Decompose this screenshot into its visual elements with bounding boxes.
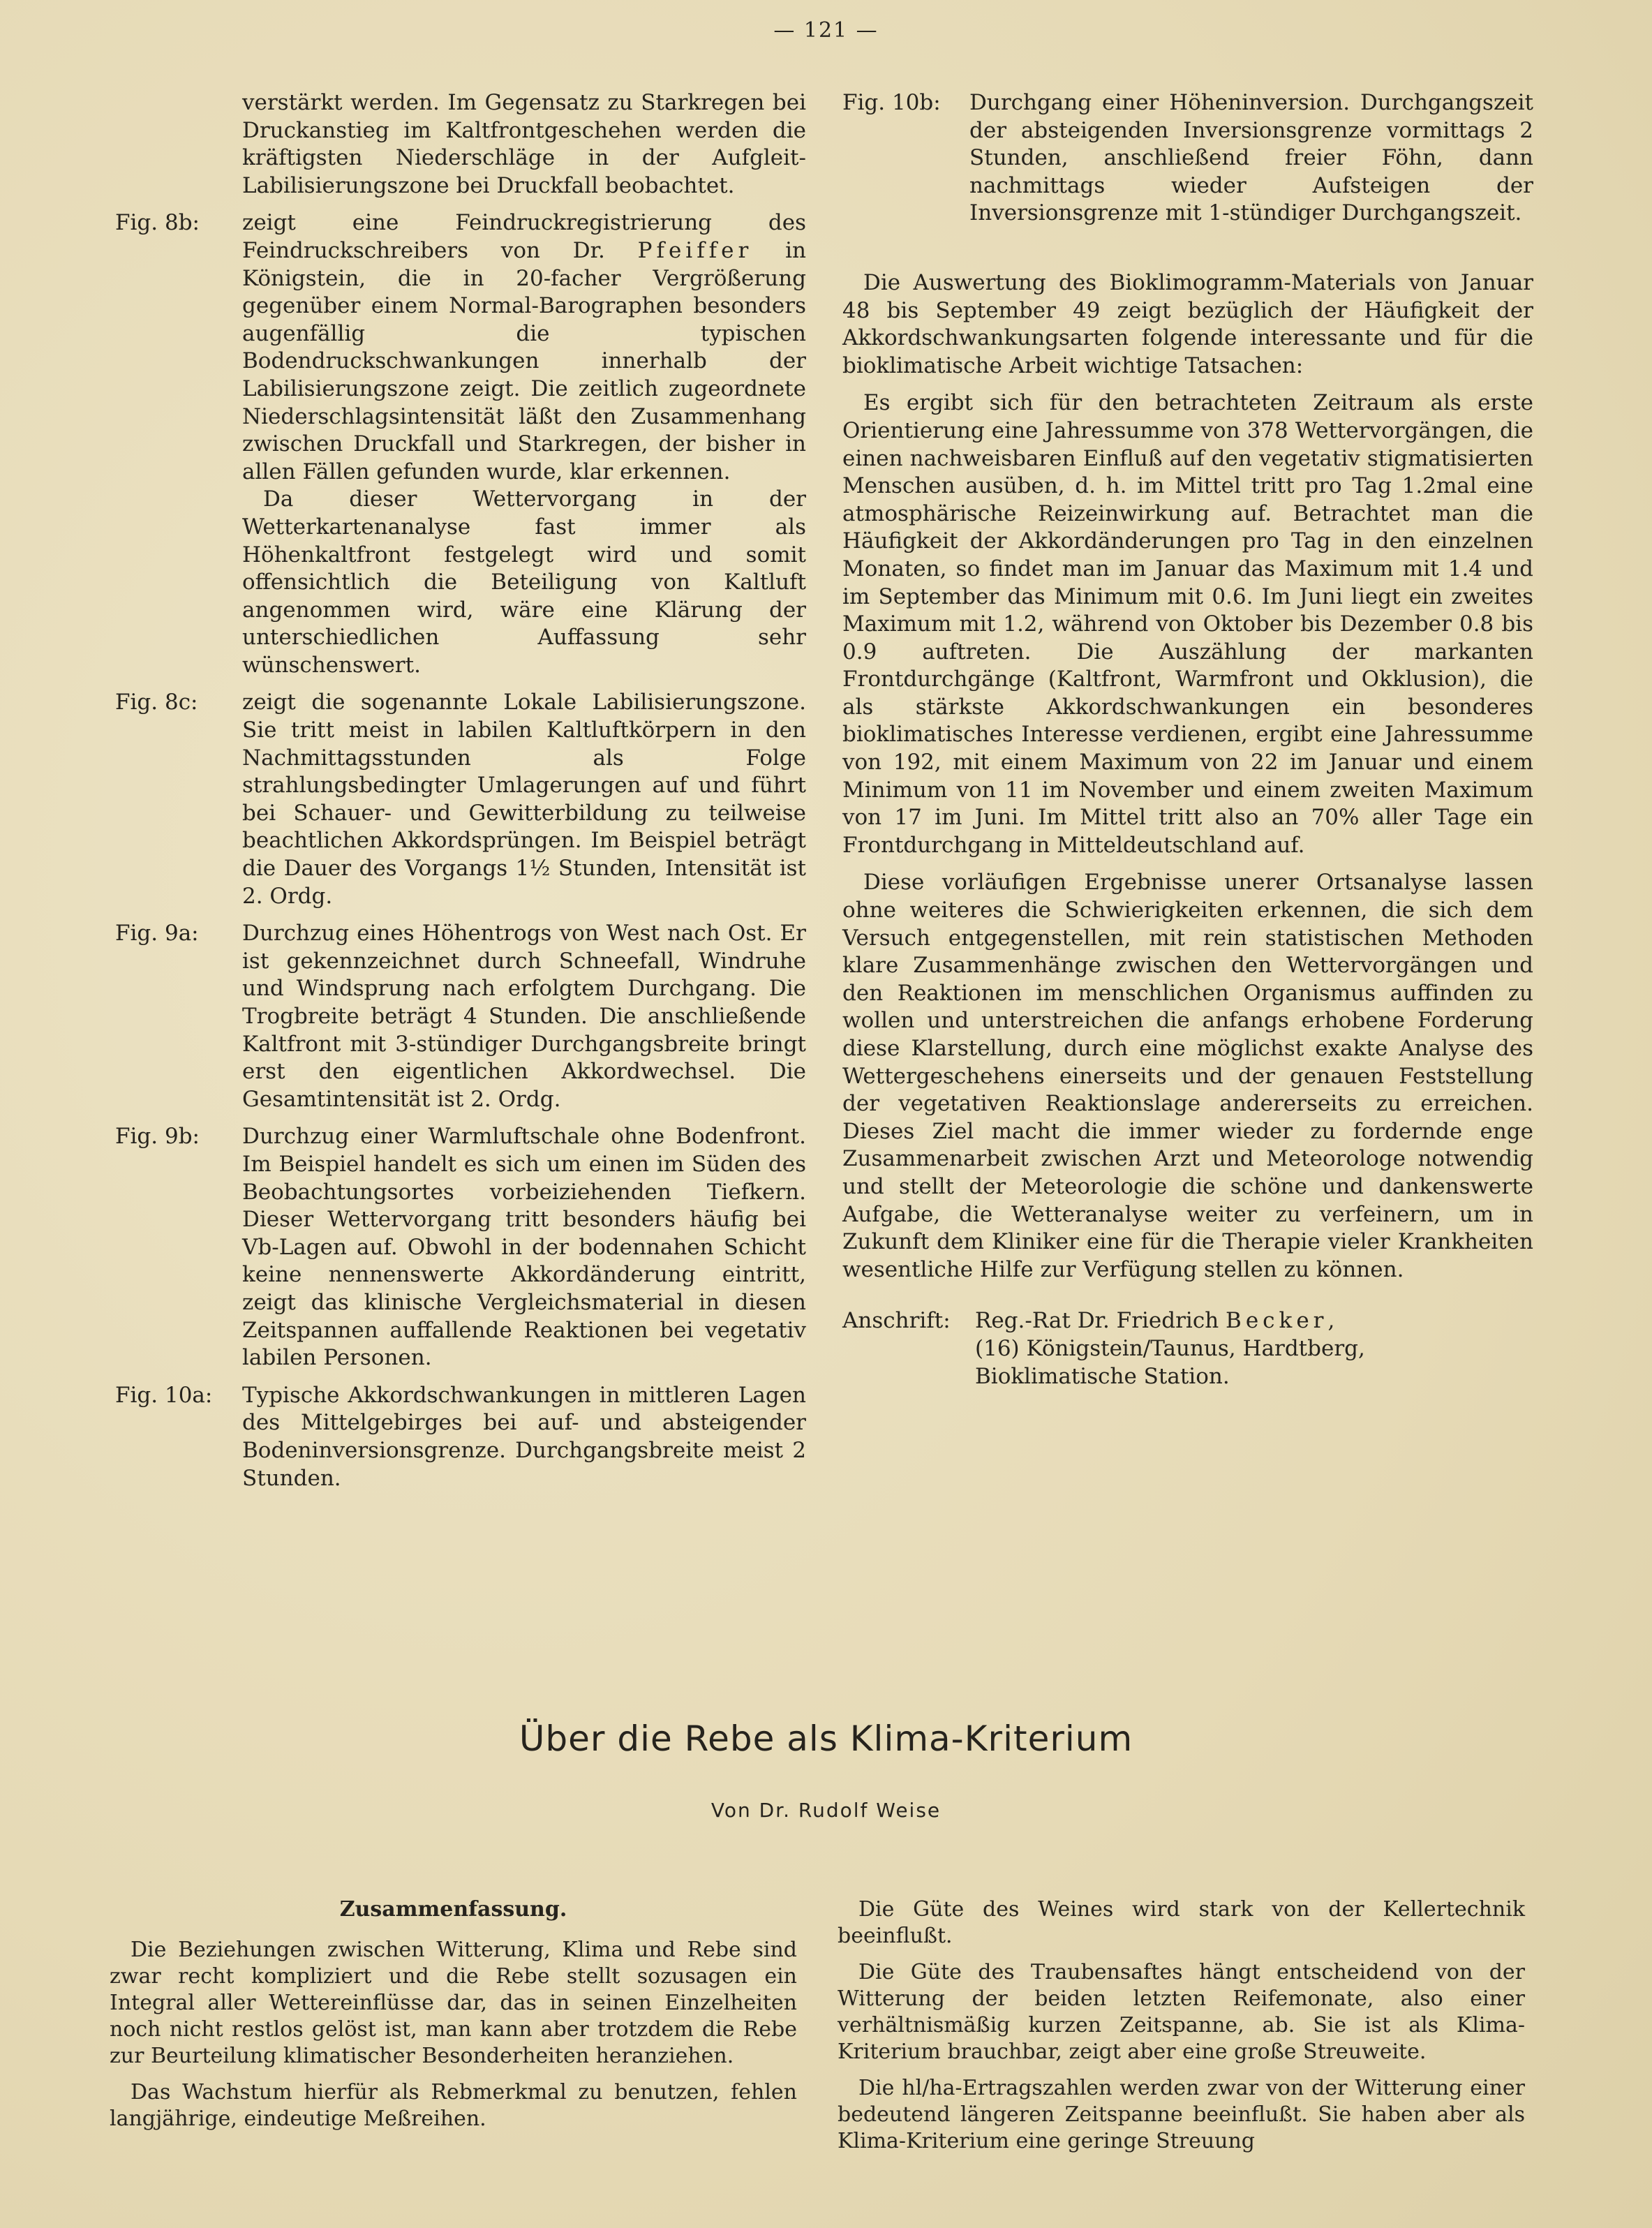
summary-paragraph-5: Die hl/ha-Ertragszahlen werden zwar von der Witterung einer bedeutend längeren Zeitspanne beeinflußt. Sie haben aber als Klima-Kriterium eine geringe Streuung xyxy=(838,2076,1525,2153)
fig-8c-label: Fig. 8c: xyxy=(115,690,198,715)
fig-8b-caption xyxy=(115,209,806,486)
left-column-top xyxy=(115,89,806,1492)
fig-8c-text: zeigt die sogenannte Lokale Labilisierungszone. Sie tritt meist in labilen Kaltluftkörpern in den Nachmittagsstunden als Folge strahlungsbedingter Umlagerungen auf und führt bei Schauer- und Gewitterbildung zu teilweise beachtlichen Akkordsprüngen. Im Beispiel beträgt die Dauer des Vorgangs 1½ Stunden, Intensität ist 2. Ordg. xyxy=(242,690,806,909)
author-name-becker: Becker xyxy=(1226,1308,1328,1334)
results-paragraph-2: Es ergibt sich für den betrachteten Zeitraum als erste Orientierung eine Jahressumme von 378 Wettervorgängen, die einen nachweisbaren Einfluß auf den vegetativ stigmatisierten Menschen ausüben, d. h. im Mittel tritt pro Tag 1.2mal eine atmosphärische Reizeinwirkung auf. Betrachtet man die Häufigkeit der Akkordänderungen pro Tag in den einzelnen Monaten, so findet man im Januar das Maximum mit 1.4 und im September das Minimum mit 0.6. Im Juni liegt ein zweites Maximum mit 1.2, während von Oktober bis Dezember 0.8 bis 0.9 auftreten. Die Auszählung der markanten Frontdurchgänge (Kaltfront, Warmfront und Okklusion), die als stärkste Akkordschwankungen ein besonderes bioklimatisches Interesse verdienen, ergibt eine Jahressumme von 192, mit einem Maximum von 22 im Januar und einem Minimum von 11 im November und einem zweiten Maximum von 17 im Juni. Im Mittel tritt also an 70% aller Tage ein Frontdurchgang in Mitteldeutschland auf. xyxy=(842,390,1533,858)
right-column-top xyxy=(842,89,1533,1390)
article-author: Von Dr. Rudolf Weise xyxy=(710,1799,942,1822)
intro-paragraph: verstärkt werden. Im Gegensatz zu Starkregen bei Druckanstieg im Kaltfrontgeschehen werden die kräftigsten Niederschläge in der Aufgleit-Labilisierungszone bei Druckfall beobachtet. xyxy=(242,90,806,198)
right-column-bottom xyxy=(838,1896,1525,2155)
results-paragraph-3: Diese vorläufigen Ergebnisse unerer Ortsanalyse lassen ohne weiteres die Schwierigkeiten erkennen, die sich dem Versuch entgegenstellen, mit rein statistischen Methoden klare Zusammenhänge zwischen den Wettervorgängen und den Reaktionen im menschlichen Organismus auffinden zu wollen und unterstreichen die anfangs erhobene Forderung diese Klarstellung, durch eine möglichst exakte Analyse des Wettergeschehens einerseits und der genauen Feststellung der vegetativen Reaktionslage andererseits zu erreichen. Dieses Ziel macht die immer wieder zu fordernde enge Zusammenarbeit zwischen Arzt und Meteorologe notwendig und stellt der Meteorologie die schöne und dankenswerte Aufgabe, die Wetteranalyse weiter zu verfeinern, um in Zukunft dem Kliniker eine für die Therapie vieler Krankheiten wesentliche Hilfe zur Verfügung stellen zu können. xyxy=(842,870,1533,1282)
address-line-1 xyxy=(975,1307,1365,1335)
fig-9a-label: Fig. 9a: xyxy=(115,921,199,946)
address-line-2: (16) Königstein/Taunus, Hardtberg, xyxy=(975,1335,1365,1361)
address-line-1-post: , xyxy=(1327,1308,1335,1334)
address-line-1-pre: Reg.-Rat Dr. Friedrich xyxy=(975,1308,1219,1334)
results-paragraph-1: Die Auswertung des Bioklimogramm-Materials von Januar 48 bis September 49 zeigt bezüglich der Häufigkeit der Akkordschwankungsarten folgende interessante und für die bioklimatische Arbeit wichtige Tatsachen: xyxy=(842,269,1533,378)
fig-8b-text-post: in Königstein, die in 20-facher Vergrößerung gegenüber einem Normal-Barographen besonders augenfällig die typischen Bodendruckschwankungen innerhalb der Labilisierungszone zeigt. Die zeitlich zugeordnete Niederschlagsintensität läßt den Zusammenhang zwischen Druckfall und Starkregen, der bisher in allen Fällen gefunden wurde, klar erkennen. xyxy=(242,237,806,484)
fig-10b-caption xyxy=(842,89,1533,228)
fig-10a-label: Fig. 10a: xyxy=(115,1382,213,1408)
summary-paragraph-1: Die Beziehungen zwischen Witterung, Klima und Rebe sind zwar recht kompliziert und die Rebe stellt sozusagen ein Integral aller Wettereinflüsse dar, das in seinen Einzelheiten noch nicht restlos gelöst ist, man kann aber trotzdem die Rebe zur Beurteilung klimatischer Besonderheiten heranziehen. xyxy=(110,1938,797,2068)
fig-8b-label: Fig. 8b: xyxy=(115,210,200,236)
fig-10a-text: Typische Akkordschwankungen in mittleren Lagen des Mittelgebirges bei auf- und absteigender Bodeninversionsgrenze. Durchgangsbreite meist 2 Stunden. xyxy=(242,1382,806,1491)
fig-9a-text: Durchzug eines Höhentrogs von West nach Ost. Er ist gekennzeichnet durch Schneefall, Windruhe und Windsprung nach erfolgtem Durchgang. Die Trogbreite beträgt 4 Stunden. Die anschließende Kaltfront mit 3-stündiger Durchgangsbreite bringt erst den eigentlichen Akkordwechsel. Die Gesamtintensität ist 2. Ordg. xyxy=(242,921,806,1112)
article-title: Über die Rebe als Klima-Kriterium xyxy=(519,1718,1133,1759)
fig-10b-label: Fig. 10b: xyxy=(842,90,941,115)
fig-9b-text: Durchzug einer Warmluftschale ohne Bodenfront. Im Beispiel handelt es sich um einen im Süden des Beobachtungsortes vorbeiziehenden Tiefkern. Dieser Wettervorgang tritt besonders häufig bei Vb-Lagen auf. Obwohl in der bodennahen Schicht keine nennenswerte Akkordänderung eintritt, zeigt das klinische Vergleichsmaterial in diesen Zeitspannen auffallende Reaktionen bei vegetativ labilen Personen. xyxy=(242,1124,806,1371)
fig-8b-text-pre: zeigt eine Feindruckregistrierung des Feindruckschreibers von Dr. xyxy=(242,210,806,263)
address-label: Anschrift: xyxy=(842,1308,951,1334)
fig-10a-caption xyxy=(115,1382,806,1492)
author-name-pfeiffer: Pfeiffer xyxy=(637,237,753,263)
page-number: — 121 — xyxy=(773,18,879,43)
summary-paragraph-4: Die Güte des Traubensaftes hängt entscheidend von der Witterung der beiden letzten Reifemonate, also einer verhältnismäßig kurzen Zeitspanne, ab. Sie ist als Klima-Kriterium brauchbar, zeigt aber eine große Streuweite. xyxy=(838,1960,1525,2064)
summary-paragraph-2: Das Wachstum hierfür als Rebmerkmal zu benutzen, fehlen langjährige, eindeutige Meßreihen. xyxy=(110,2080,797,2131)
fig-8b-paragraph-2: Da dieser Wettervorgang in der Wetterkartenanalyse fast immer als Höhenkaltfront festgelegt wird und somit offensichtlich die Beteiligung von Kaltluft angenommen wird, wäre eine Klärung der unterschiedlichen Auffassung sehr wünschenswert. xyxy=(242,487,806,678)
summary-paragraph-3: Die Güte des Weines wird stark von der Kellertechnik beeinflußt. xyxy=(838,1897,1525,1948)
address-line-3: Bioklimatische Station. xyxy=(975,1363,1230,1389)
address-lines xyxy=(975,1307,1365,1390)
fig-9b-label: Fig. 9b: xyxy=(115,1124,200,1150)
fig-10b-text: Durchgang einer Höheninversion. Durchgangszeit der absteigenden Inversionsgrenze vormittags 2 Stunden, anschließend freier Föhn, dann nachmittags wieder Aufsteigen der Inversionsgrenze mit 1-stündiger Durchgangszeit. xyxy=(969,90,1533,226)
author-address xyxy=(842,1307,1533,1390)
fig-8c-caption xyxy=(115,689,806,910)
left-column-bottom xyxy=(110,1896,797,2132)
fig-9a-caption xyxy=(115,920,806,1113)
fig-9b-caption xyxy=(115,1123,806,1372)
summary-heading: Zusammenfassung. xyxy=(339,1897,567,1922)
fig-8b-text xyxy=(242,209,806,486)
